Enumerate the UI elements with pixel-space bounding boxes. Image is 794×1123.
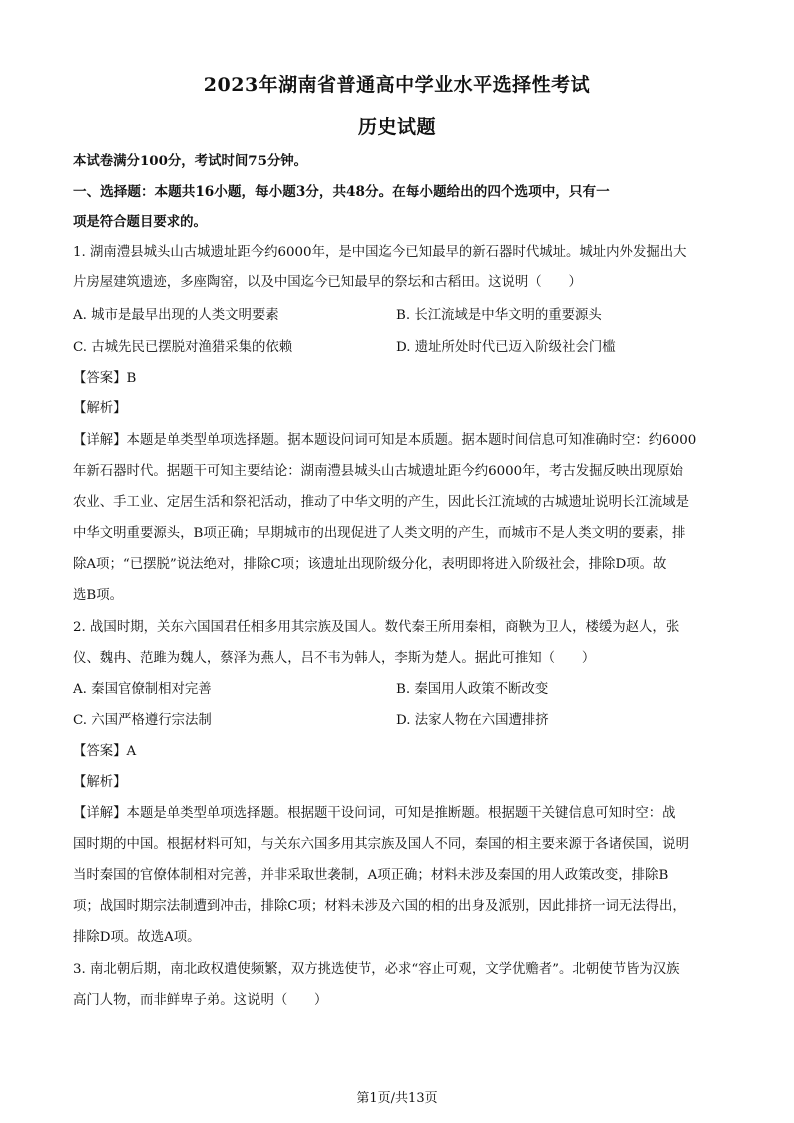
q1-option-b: B. 长江流域是中华文明的重要源头 <box>396 308 602 323</box>
q1-detail-line4: 中华文明重要源头，B项正确；早期城市的出现促进了人类文明的产生，而城市不是人类文明的要素，排 <box>73 526 686 541</box>
page-footer: 第1页/共13页 <box>356 1091 438 1106</box>
q2-detail-line3: 当时秦国的官僚体制相对完善，并非采取世袭制，A项正确；材料未涉及秦国的用人政策改变，排除B <box>73 868 669 883</box>
section-heading-line2: 项是符合题目要求的。 <box>73 214 207 230</box>
q2-detail-line2: 国时期的中国。根据材料可知，与关东六国多用其宗族及国人不同，秦国的相主要来源于各诸侯国，说明 <box>73 837 689 852</box>
q2-answer: 【答案】A <box>73 744 137 759</box>
q1-option-d: D. 遗址所处时代已迈入阶级社会门槛 <box>396 340 616 355</box>
q1-detail-line2: 年新石器时代。据题干可知主要结论：湖南澧县城头山古城遗址距今约6000年，考古发掘反映出现原始 <box>73 464 683 479</box>
q1-detail-line1: 【详解】本题是单类型单项选择题。据本题设问词可知是本质题。据本题时间信息可知准确时空：约6000 <box>73 433 697 448</box>
q1-detail-line6: 选B项。 <box>73 588 124 603</box>
section-heading-line1: 一、选择题：本题共16小题，每小题3分，共48分。在每小题给出的四个选项中，只有一 <box>73 184 610 200</box>
q2-stem-line2: 仪、魏冉、范雎为魏人，蔡泽为燕人，吕不韦为韩人，李斯为楚人。据此可推知（ ） <box>73 651 596 666</box>
q1-option-a: A. 城市是最早出现的人类文明要素 <box>73 308 279 323</box>
q2-option-a: A. 秦国官僚制相对完善 <box>73 682 212 697</box>
q2-analysis-label: 【解析】 <box>73 775 127 790</box>
q3-stem-line1: 3. 南北朝后期，南北政权遣使频繁，双方挑选使节，必求“容止可观，文学优赡者”。北朝使节皆为汉族 <box>73 962 680 977</box>
q2-detail-line4: 项；战国时期宗法制遭到冲击，排除C项；材料未涉及六国的相的出身及派别，因此排挤一词无法得出， <box>73 899 686 914</box>
q2-detail-line5: 排除D项。故选A项。 <box>73 930 201 945</box>
q2-option-d: D. 法家人物在六国遭排挤 <box>396 713 549 728</box>
q1-stem-line1: 1. 湖南澧县城头山古城遗址距今约6000年，是中国迄今已知最早的新石器时代城址。城址内外发掘出大 <box>73 245 687 260</box>
exam-note: 本试卷满分100分，考试时间75分钟。 <box>73 153 308 169</box>
q1-detail-line5: 除A项；“已摆脱”说法绝对，排除C项；该遗址出现阶级分化，表明即将进入阶级社会，排除D项。故 <box>73 557 667 572</box>
q1-detail-line3: 农业、手工业、定居生活和祭祀活动，推动了中华文明的产生，因此长江流域的古城遗址说明长江流域是 <box>73 495 689 510</box>
q2-option-b: B. 秦国用人政策不断改变 <box>396 682 549 697</box>
q1-stem-line2: 片房屋建筑遗迹，多座陶窑，以及中国迄今已知最早的祭坛和古稻田。这说明（ ） <box>73 275 582 290</box>
exam-title: 2023年湖南省普通高中学业水平选择性考试 <box>203 74 591 96</box>
q1-analysis-label: 【解析】 <box>73 401 127 416</box>
q3-stem-line2: 高门人物，而非鲜卑子弟。这说明（ ） <box>73 993 328 1008</box>
q2-stem-line1: 2. 战国时期，关东六国国君任相多用其宗族及国人。数代秦王所用秦相，商鞅为卫人，楼缓为赵人，张 <box>73 620 680 635</box>
q2-option-c: C. 六国严格遵行宗法制 <box>73 713 212 728</box>
q1-option-c: C. 古城先民已摆脱对渔猎采集的依赖 <box>73 340 293 355</box>
q2-detail-line1: 【详解】本题是单类型单项选择题。根据题干设问词，可知是推断题。根据题干关键信息可知时空：战 <box>73 806 676 821</box>
q1-answer: 【答案】B <box>73 371 137 386</box>
exam-subtitle: 历史试题 <box>357 116 436 138</box>
